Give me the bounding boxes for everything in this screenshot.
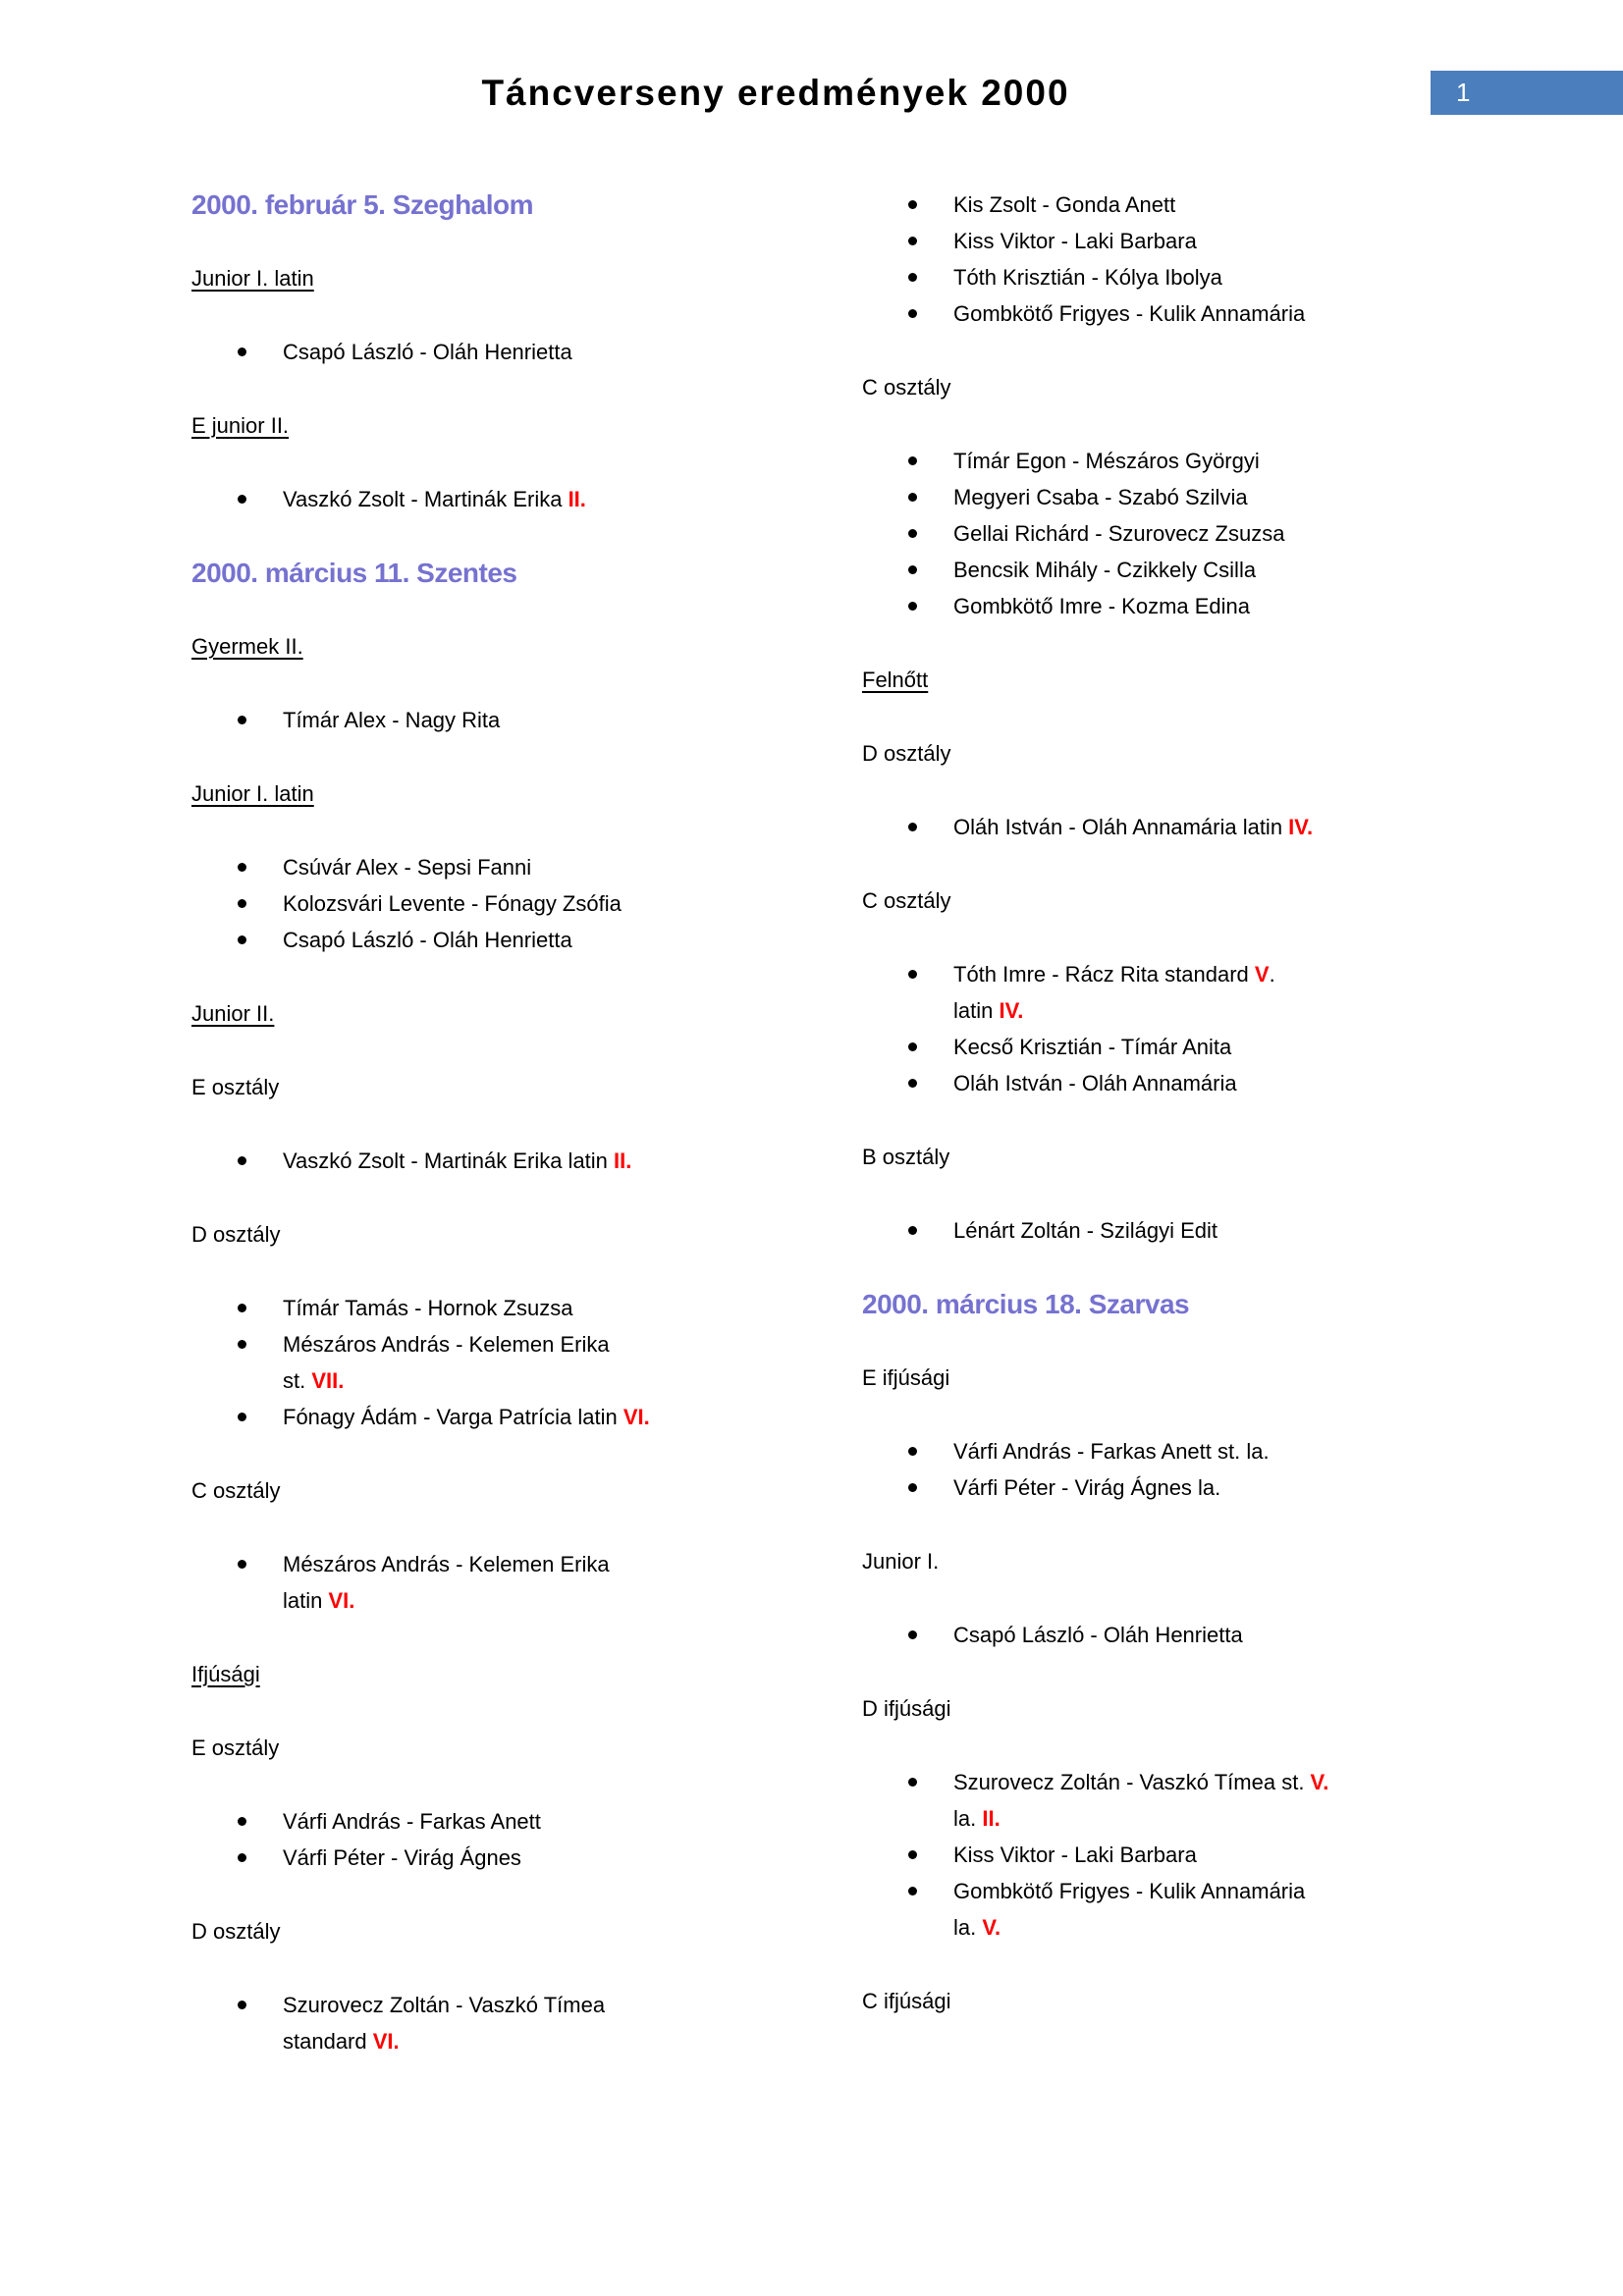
couple-names: st. (283, 1368, 312, 1393)
couple-names: Gombkötő Frigyes - Kulik Annamária (953, 1879, 1306, 1903)
result-item (862, 809, 1444, 845)
couple-names: Gombkötő Frigyes - Kulik Annamária (953, 301, 1306, 326)
placement-numeral: II. (614, 1148, 632, 1173)
results-list (862, 187, 1444, 332)
result-item (862, 187, 1444, 223)
result-item (862, 1029, 1444, 1065)
results-list (862, 809, 1444, 845)
page-number: 1 (1456, 78, 1471, 107)
category-heading: E ifjúsági (862, 1365, 950, 1390)
category-heading: C ifjúsági (862, 1989, 951, 2013)
result-item (862, 1837, 1444, 1873)
result-item (862, 1617, 1444, 1653)
category-heading: B osztály (862, 1145, 950, 1169)
results-list (862, 1617, 1444, 1653)
category-heading: D osztály (191, 1222, 281, 1247)
category-heading: Junior I. latin (191, 266, 314, 291)
category-heading: Gyermek II. (191, 634, 303, 659)
couple-names: Csapó László - Oláh Henrietta (953, 1623, 1243, 1647)
placement-numeral: II. (982, 1806, 1001, 1831)
category-heading: E junior II. (191, 413, 290, 438)
couple-names: Mészáros András - Kelemen Erika (283, 1332, 610, 1357)
results-list (191, 849, 774, 958)
results-list (191, 481, 774, 517)
page-number-badge (1431, 71, 1623, 115)
category-heading: Junior I. (862, 1549, 940, 1574)
result-item (862, 1433, 1444, 1469)
category-heading: Ifjúsági (191, 1662, 260, 1686)
result-item (862, 259, 1444, 295)
event-date-heading: 2000. március 11. Szentes (191, 558, 517, 588)
two-column-layout (191, 187, 1444, 2097)
result-item (862, 956, 1444, 1029)
couple-names: Kiss Viktor - Laki Barbara (953, 1842, 1197, 1867)
results-list (862, 956, 1444, 1101)
result-item (862, 552, 1444, 588)
result-item (191, 1399, 774, 1435)
couple-names: latin (953, 998, 1000, 1023)
placement-numeral: V (1254, 962, 1270, 987)
result-item (191, 1326, 774, 1399)
couple-names: la. (953, 1915, 983, 1940)
placement-numeral: V. (1310, 1770, 1329, 1794)
placement-numeral: VI. (372, 2029, 400, 2054)
couple-names: standard (283, 2029, 373, 2054)
couple-names: Várfi András - Farkas Anett st. la. (953, 1439, 1270, 1464)
couple-names: Gellai Richárd - Szurovecz Zsuzsa (953, 521, 1285, 546)
couple-names: Várfi Péter - Virág Ágnes (283, 1845, 521, 1870)
result-item (191, 922, 774, 958)
placement-numeral: VI. (622, 1405, 650, 1429)
couple-names: . (1269, 962, 1275, 987)
result-item (191, 849, 774, 885)
category-heading: D osztály (862, 741, 951, 766)
couple-names: Vaszkó Zsolt - Martinák Erika (283, 487, 568, 511)
placement-numeral: VI. (328, 1588, 355, 1613)
couple-names: Kis Zsolt - Gonda Anett (953, 192, 1176, 217)
document-title: Táncverseny eredmények 2000 (481, 73, 1070, 113)
result-item (191, 1546, 774, 1619)
result-item (862, 515, 1444, 552)
couple-names: la. (953, 1806, 983, 1831)
results-list (191, 334, 774, 370)
couple-names: Tímár Egon - Mészáros Györgyi (953, 449, 1260, 473)
result-item (191, 1290, 774, 1326)
category-heading: Felnőtt (862, 667, 929, 692)
column-left (191, 187, 774, 2097)
result-item (862, 1764, 1444, 1837)
couple-names: Lénárt Zoltán - Szilágyi Edit (953, 1218, 1218, 1243)
result-item (191, 1803, 774, 1840)
placement-numeral: IV. (999, 998, 1024, 1023)
result-item (862, 443, 1444, 479)
placement-numeral: V. (982, 1915, 1001, 1940)
category-heading: E osztály (191, 1075, 280, 1099)
result-item (862, 1212, 1444, 1249)
category-heading: E osztály (191, 1735, 280, 1760)
column-right (862, 187, 1444, 2097)
result-item (862, 1469, 1444, 1506)
category-heading: Junior I. latin (191, 781, 314, 806)
category-heading: C osztály (191, 1478, 281, 1503)
result-item (191, 1143, 774, 1179)
couple-names: Gombkötő Imre - Kozma Edina (953, 594, 1251, 618)
couple-names: Fónagy Ádám - Varga Patrícia latin (283, 1405, 623, 1429)
result-item (191, 1987, 774, 2059)
result-item (191, 1840, 774, 1876)
results-list (191, 1290, 774, 1435)
couple-names: Kiss Viktor - Laki Barbara (953, 229, 1197, 253)
couple-names: Csapó László - Oláh Henrietta (283, 340, 572, 364)
couple-names: Várfi András - Farkas Anett (283, 1809, 541, 1834)
couple-names: Oláh István - Oláh Annamária latin (953, 815, 1289, 839)
couple-names: latin (283, 1588, 329, 1613)
couple-names: Tóth Imre - Rácz Rita standard (953, 962, 1255, 987)
couple-names: Szurovecz Zoltán - Vaszkó Tímea (283, 1993, 606, 2017)
couple-names: Kecső Krisztián - Tímár Anita (953, 1035, 1232, 1059)
result-item (862, 1873, 1444, 1946)
results-list (862, 1764, 1444, 1946)
event-date-heading: 2000. február 5. Szeghalom (191, 189, 534, 220)
couple-names: Bencsik Mihály - Czikkely Csilla (953, 558, 1257, 582)
couple-names: Mészáros András - Kelemen Erika (283, 1552, 610, 1576)
results-list (191, 1803, 774, 1876)
result-item (862, 295, 1444, 332)
results-list (191, 1143, 774, 1179)
placement-numeral: IV. (1288, 815, 1314, 839)
couple-names: Csúvár Alex - Sepsi Fanni (283, 855, 532, 880)
couple-names: Tóth Krisztián - Kólya Ibolya (953, 265, 1222, 290)
couple-names: Megyeri Csaba - Szabó Szilvia (953, 485, 1248, 509)
category-heading: Junior II. (191, 1001, 275, 1026)
couple-names: Várfi Péter - Virág Ágnes la. (953, 1475, 1221, 1500)
result-item (191, 481, 774, 517)
result-item (862, 479, 1444, 515)
result-item (191, 885, 774, 922)
result-item (862, 588, 1444, 624)
results-list (862, 443, 1444, 624)
results-list (862, 1433, 1444, 1506)
placement-numeral: VII. (311, 1368, 345, 1393)
results-list (191, 1987, 774, 2059)
results-list (862, 1212, 1444, 1249)
event-date-heading: 2000. március 18. Szarvas (862, 1289, 1190, 1319)
results-list (191, 1546, 774, 1619)
category-heading: D osztály (191, 1919, 281, 1944)
couple-names: Tímár Alex - Nagy Rita (283, 708, 501, 732)
category-heading: C osztály (862, 375, 951, 400)
result-item (191, 702, 774, 738)
result-item (191, 334, 774, 370)
couple-names: Vaszkó Zsolt - Martinák Erika latin (283, 1148, 615, 1173)
result-item (862, 223, 1444, 259)
placement-numeral: II. (568, 487, 586, 511)
result-item (862, 1065, 1444, 1101)
category-heading: C osztály (862, 888, 951, 913)
couple-names: Oláh István - Oláh Annamária (953, 1071, 1237, 1095)
category-heading: D ifjúsági (862, 1696, 951, 1721)
couple-names: Kolozsvári Levente - Fónagy Zsófia (283, 891, 622, 916)
couple-names: Tímár Tamás - Hornok Zsuzsa (283, 1296, 573, 1320)
results-list (191, 702, 774, 738)
couple-names: Szurovecz Zoltán - Vaszkó Tímea st. (953, 1770, 1311, 1794)
couple-names: Csapó László - Oláh Henrietta (283, 928, 572, 952)
